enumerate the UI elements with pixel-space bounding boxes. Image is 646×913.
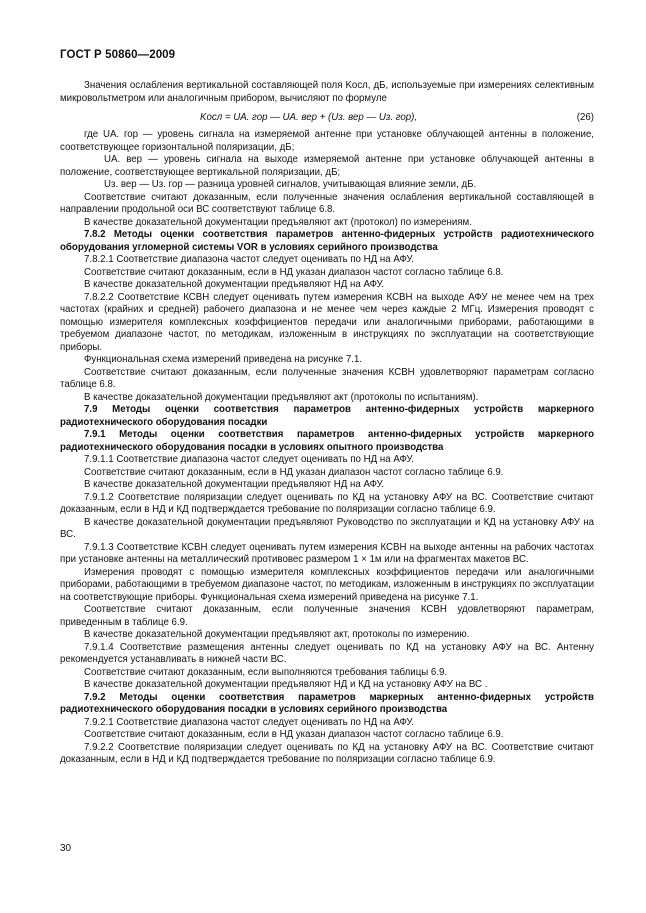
body-paragraph: В качестве доказательной документации предъявляют акт (протокол) по измерениям. — [84, 216, 472, 228]
section-heading: 7.9.1 Методы оценки соответствия параметров антенно-фидерных устройств маркерного радиотехнического оборудования посадки в условиях опытного производства — [60, 429, 594, 453]
page-header: ГОСТ Р 50860—2009 — [60, 49, 176, 61]
formula-26 — [60, 109, 594, 127]
body-paragraph: Измерения проводят с помощью измерителя комплексных коэффициентов передачи или аналогичными приборами, работающими в требуемом диапазоне частот, по методикам, изложенным в инструкциях по эксплуатации на соответствующие приборы. Функциональная схема измерений приведена на рисунке 7.1. — [60, 566, 594, 603]
body-paragraph: В качестве доказательной документации предъявляют НД на АФУ. — [84, 479, 385, 490]
body-paragraph: 7.9.1.1 Соответствие диапазона частот следует оценивать по НД на АФУ. — [84, 454, 414, 465]
section-heading: 7.9.2 Методы оценки соответствия параметров маркерных антенно-фидерных устройств радиотехнического оборудования посадки в условиях серийного производства — [60, 691, 594, 715]
body-paragraph: Соответствие считают доказанным, если в НД указан диапазон частот согласно таблице 6.9. — [84, 466, 504, 478]
document-body — [60, 80, 594, 767]
body-paragraph: Соответствие считают доказанным, если в НД указан диапазон частот согласно таблице 6.9. — [84, 729, 504, 740]
page-number: 30 — [60, 843, 72, 854]
body-paragraph: В качестве доказательной документации предъявляют акт, протоколы по измерению. — [84, 629, 470, 640]
body-paragraph: Соответствие считают доказанным, если в НД указан диапазон частот согласно таблице 6.8. — [84, 266, 504, 278]
body-paragraph: В качестве доказательной документации предъявляют акт (протоколы по испытаниям). — [84, 391, 479, 403]
body-paragraph: В качестве доказательной документации предъявляют НД и КД на установку АФУ на ВС . — [84, 679, 488, 690]
body-paragraph: 7.9.2.1 Соответствие диапазона частот следует оценивать по НД на АФУ. — [84, 716, 414, 728]
body-paragraph: Соответствие считают доказанным, если полученные значения КСВН удовлетворяют параметрам, приведенным в таблице 6.9. — [60, 604, 594, 628]
body-paragraph: 7.8.2.1 Соответствие диапазона частот следует оценивать по НД на АФУ. — [84, 254, 414, 265]
body-paragraph: В качестве доказательной документации предъявляют Руководство по эксплуатации и КД на установку АФУ на ВС. — [60, 516, 594, 540]
definition-item: Uз. вер — Uз. гор — разница уровней сигналов, учитывающая влияние земли, дБ. — [104, 179, 477, 190]
body-paragraph: Функциональная схема измерений приведена на рисунке 7.1. — [84, 354, 363, 365]
paragraph-list — [60, 192, 594, 767]
formula-number: (26) — [576, 112, 594, 123]
body-paragraph: 7.9.1.4 Соответствие размещения антенны следует оценивать по КД на установку АФУ на ВС. Антенну рекомендуется устанавливать в нижней части ВС. — [60, 641, 594, 665]
body-paragraph: Соответствие считают доказанным, если выполняются требования таблицы 6.9. — [84, 666, 448, 678]
body-paragraph: 7.8.2.2 Соответствие КСВН следует оценивать путем измерения КСВН на выходе АФУ не менее чем на трех частотах (крайних и средней) рабочего диапазона и не менее чем через каждые 2 МГц. Измерения проводят с помощью измерителя комплексных коэффициентов передачи или аналогичными приборами, работающими в требуемом диапазоне частот, по методикам, изложенным в инструкциях по эксплуатации на соответствующие приборы. — [60, 291, 594, 353]
body-paragraph: 7.9.1.3 Соответствие КСВН следует оценивать путем измерения КСВН на выходе антенны на рабочих частотах при установке антенны на металлический противовес размером 1 × 1м или на фрагментах макетов ВС. — [60, 541, 594, 565]
formula-expression: Kосл = UА. гор — UА. вер + (Uз. вер — Uз. гор), — [200, 112, 418, 123]
body-paragraph: В качестве доказательной документации предъявляют НД на АФУ. — [84, 279, 385, 290]
body-paragraph: Соответствие считают доказанным, если полученные значения КСВН удовлетворяют параметрам согласно таблице 6.8. — [60, 366, 594, 390]
section-heading: 7.9 Методы оценки соответствия параметров антенно-фидерных устройств маркерного радиотехнического оборудования посадки — [60, 404, 594, 428]
definition-item: где UА. гор — уровень сигнала на измеряемой антенне при установке облучающей антенны в положение, соответствующее горизонтальной поляризации, дБ; — [60, 129, 594, 153]
definition-item: UА. вер — уровень сигнала на выходе измеряемой антенне при установке облучающей антенны в положение, соответствующее вертикальной поляризации, дБ; — [60, 154, 594, 178]
body-paragraph: 7.9.1.2 Соответствие поляризации следует оценивать по КД на установку АФУ на ВС. Соответствие считают доказанным, если в НД и КД подтверждается требование по поляризации согласно таблице 6.9. — [60, 491, 594, 515]
body-paragraph: 7.9.2.2 Соответствие поляризации следует оценивать по КД на установку АФУ на ВС. Соответствие считают доказанным, если в НД и КД подтверждается требование по поляризации согласно таблице 6.9. — [60, 741, 594, 765]
body-paragraph: Соответствие считают доказанным, если полученные значения ослабления вертикальной составляющей в направлении продольной оси ВС соответствуют таблице 6.8. — [60, 191, 594, 215]
section-heading: 7.8.2 Методы оценки соответствия параметров антенно-фидерных устройств радиотехнического оборудования угломерной системы VOR в условиях серийного производства — [60, 229, 594, 253]
intro-paragraph: Значения ослабления вертикальной составляющей поля Kосл, дБ, используемые при измерениях селективным микровольтметром или аналогичным прибором, вычисляют по формуле — [60, 80, 594, 104]
